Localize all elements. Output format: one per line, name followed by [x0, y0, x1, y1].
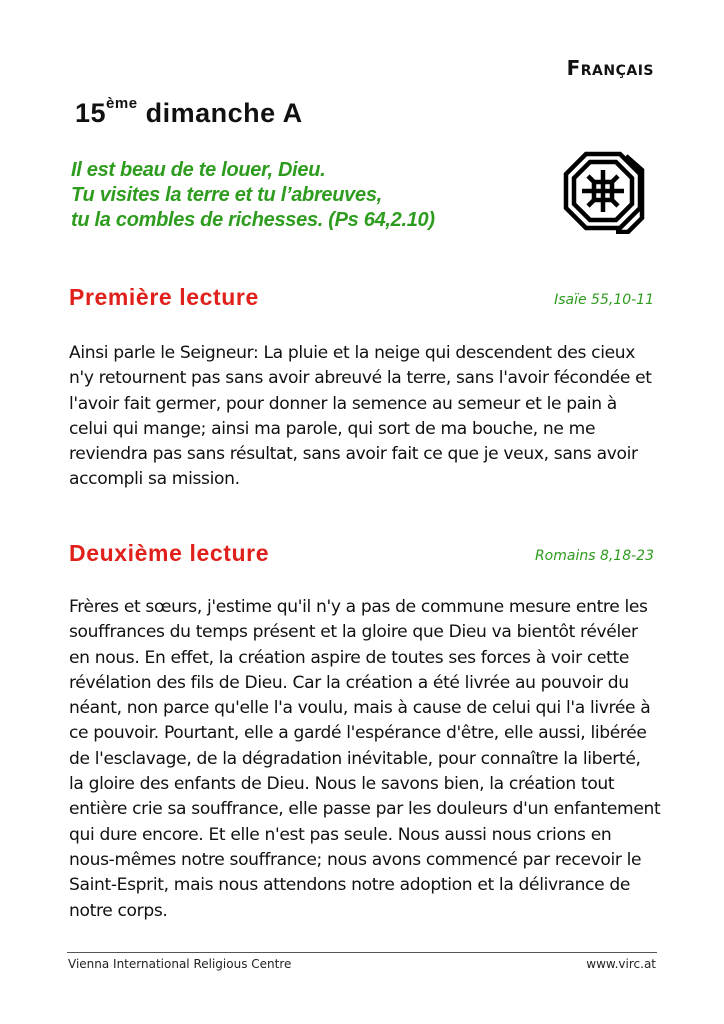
psalm-verse	[71, 158, 511, 233]
reading2-reference: Romains 8,18-23	[534, 548, 654, 564]
text-line: qui dure encore. Et elle n'est pas seule. Nous aussi nous crions en	[69, 824, 612, 845]
title-rest: dimanche A	[145, 98, 303, 128]
text-line: celui qui mange; ainsi ma parole, qui sort de ma bouche, ne me	[69, 418, 596, 439]
reading2-text	[69, 595, 665, 924]
title-superscript: ème	[106, 95, 138, 112]
text-line: Ainsi parle le Seigneur: La pluie et la neige qui descendent des cieux	[69, 343, 636, 363]
psalm-line: Il est beau de te louer, Dieu.	[71, 159, 326, 181]
reading1-heading: Première lecture	[69, 284, 259, 310]
footer-divider	[67, 952, 657, 953]
text-line: de l'esclavage, de la dégradation inévitable, pour connaître la liberté,	[69, 748, 641, 769]
page-title	[75, 95, 303, 129]
text-line: néant, non parce qu'elle l'a voulu, mais à cause de celui qui l'a livrée à	[69, 698, 651, 719]
footer-organization: Vienna International Religious Centre	[68, 957, 292, 971]
text-line: notre corps.	[69, 900, 168, 921]
text-line: révélation des fils de Dieu. Car la création a été livrée au pouvoir du	[69, 672, 629, 693]
text-line: Saint-Esprit, mais nous attendons notre adoption et la délivrance de	[69, 875, 631, 896]
text-line: entière crie sa souffrance, elle passe par les douleurs d'un enfantement	[69, 799, 661, 820]
text-line: reviendra pas sans résultat, sans avoir fait ce que je veux, sans avoir	[69, 444, 638, 465]
reading2-heading: Deuxième lecture	[69, 540, 270, 566]
text-line: souffrances du temps présent et la gloire que Dieu va bientôt révéler	[69, 622, 638, 643]
footer-website-link[interactable]: www.virc.at	[586, 957, 656, 971]
reading1-text	[69, 341, 665, 493]
text-line: nous-mêmes notre souffrance; nous avons commencé par recevoir le	[69, 849, 642, 870]
psalm-line: tu la combles de richesses. (Ps 64,2.10)	[71, 209, 435, 231]
virc-logo-icon	[560, 148, 646, 234]
text-line: n'y retournent pas sans avoir abreuvé la terre, sans l'avoir fécondée et	[69, 368, 652, 389]
reading1-reference: Isaïe 55,10-11	[554, 292, 654, 308]
language-label: Français	[566, 56, 654, 80]
text-line: Frères et sœurs, j'estime qu'il n'y a pas de commune mesure entre les	[69, 597, 648, 617]
text-line: en nous. En effet, la création aspire de toutes ses forces à voir cette	[69, 647, 630, 668]
text-line: l'avoir fait germer, pour donner la semence au semeur et le pain à	[69, 393, 617, 414]
text-line: la gloire des enfants de Dieu. Nous le savons bien, la création tout	[69, 774, 615, 795]
title-number: 15	[75, 98, 107, 128]
text-line: ce pouvoir. Pourtant, elle a gardé l'espérance d'être, elle aussi, libérée	[69, 723, 647, 744]
psalm-line: Tu visites la terre et tu l’abreuves,	[71, 184, 382, 206]
text-line: accompli sa mission.	[69, 469, 240, 490]
